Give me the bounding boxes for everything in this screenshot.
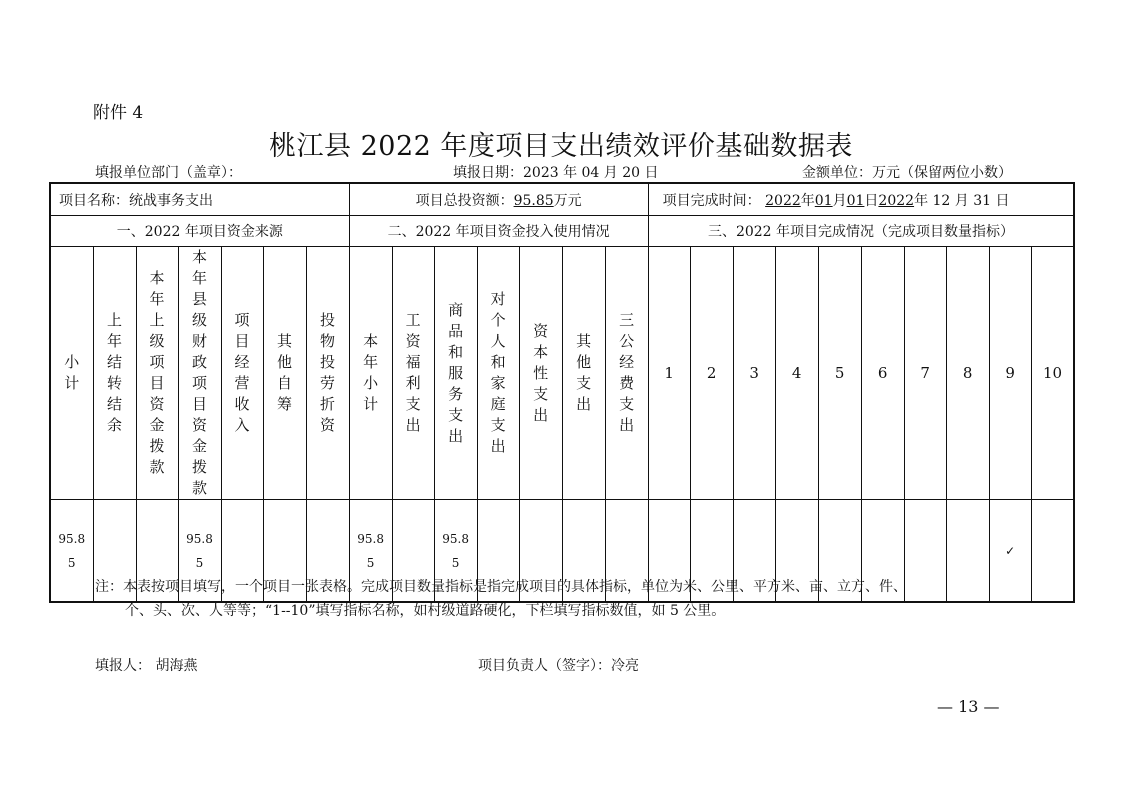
header-indicator-10: 10	[1031, 247, 1074, 500]
total-investment-label: 项目总投资额：	[415, 192, 514, 209]
leader-signature: 项目负责人（签字）：冷亮	[478, 658, 639, 674]
header-county-funds: 本年县级财政项目资金拨款	[191, 248, 207, 497]
end-date-rest: 年 12 月 31 日	[914, 192, 1010, 209]
header-capital: 资本性支出	[533, 321, 549, 424]
header-superior-funds: 本年上级项目资金拨款	[149, 269, 165, 476]
header-cell	[562, 247, 605, 500]
section-funding-source: 一、2022 年项目资金来源	[50, 216, 349, 247]
header-cell	[477, 247, 519, 500]
start-month: 01	[814, 192, 833, 209]
header-carryover: 上年结转结余	[106, 311, 122, 434]
header-cell	[50, 247, 93, 500]
header-cell	[136, 247, 178, 500]
header-indicator-3: 3	[733, 247, 775, 500]
section-completion-status: 三、2022 年项目完成情况（完成项目数量指标）	[648, 216, 1074, 247]
filler-signature: 填报人： 胡海燕	[95, 658, 198, 674]
header-indicator-1: 1	[648, 247, 690, 500]
project-name-value: 统战事务支出	[129, 192, 213, 209]
value-cell	[946, 500, 989, 603]
value-year-subtotal: 95.85	[357, 531, 384, 570]
meta-reporting-unit: 填报单位部门（盖章）：	[95, 165, 242, 181]
value-cell	[50, 500, 93, 603]
header-cell	[306, 247, 349, 500]
value-goods-services: 95.85	[442, 531, 469, 570]
end-year: 2022	[878, 192, 915, 209]
header-indicator-2: 2	[690, 247, 733, 500]
header-wages: 工资福利支出	[405, 311, 421, 434]
note-line-2: 个、头、次、人等等；“1--10”填写指标名称，如村级道路硬化，下栏填写指标数值，如 5 公里。	[125, 603, 726, 619]
value-county-funds: 95.85	[186, 531, 213, 570]
header-indicator-7: 7	[904, 247, 946, 500]
header-indicator-6: 6	[861, 247, 904, 500]
value-cell	[904, 500, 946, 603]
header-indicator-5: 5	[818, 247, 861, 500]
header-year-subtotal: 本年小计	[363, 332, 379, 413]
header-cell	[221, 247, 263, 500]
yue-label: 月	[832, 192, 847, 209]
completion-time-label: 项目完成时间：	[662, 192, 761, 209]
header-indicator-4: 4	[775, 247, 818, 500]
total-investment-cell	[349, 183, 648, 216]
header-individuals: 对个人和家庭支出	[490, 290, 506, 455]
header-cell	[93, 247, 136, 500]
header-indicator-8: 8	[946, 247, 989, 500]
value-subtotal: 95.85	[58, 531, 86, 570]
meta-reporting-date: 填报日期：2023 年 04 月 20 日	[453, 165, 659, 181]
header-goods-services: 商品和服务支出	[448, 300, 464, 445]
check-mark-icon: ✓	[1005, 543, 1016, 558]
header-other-expense: 其他支出	[576, 332, 592, 413]
header-cell	[605, 247, 648, 500]
header-cell	[519, 247, 562, 500]
performance-data-table	[49, 182, 1075, 603]
header-cell	[178, 247, 221, 500]
header-cell	[263, 247, 306, 500]
header-cell	[434, 247, 477, 500]
start-day: 01	[846, 192, 865, 209]
page-title: 桃江县 2022 年度项目支出绩效评价基础数据表	[269, 131, 853, 162]
header-subtotal: 小计	[64, 353, 80, 392]
start-year: 2022	[765, 192, 801, 209]
header-operating-income: 项目经营收入	[234, 311, 250, 434]
value-cell	[989, 500, 1031, 603]
attachment-label: 附件 4	[93, 103, 144, 123]
header-self-raised: 其他自筹	[276, 332, 292, 413]
total-investment-value: 95.85	[513, 192, 554, 209]
header-indicator-9: 9	[989, 247, 1031, 500]
header-cell	[392, 247, 434, 500]
total-investment-unit: 万元	[553, 192, 582, 209]
ri-label: 日	[864, 192, 879, 209]
nian-label: 年	[800, 192, 815, 209]
section-funding-usage: 二、2022 年项目资金投入使用情况	[349, 216, 648, 247]
page-number: — 13 —	[937, 697, 1000, 716]
value-cell	[1031, 500, 1074, 603]
project-name-cell	[50, 183, 349, 216]
project-name-label: 项目名称：	[59, 192, 129, 209]
header-cell	[349, 247, 392, 500]
meta-amount-unit: 金额单位：万元（保留两位小数）	[802, 165, 1012, 181]
completion-time-cell	[648, 183, 1074, 216]
header-labor-materials: 投物投劳折资	[320, 311, 336, 434]
header-three-public: 三公经费支出	[619, 311, 635, 434]
note-line-1: 注：本表按项目填写，一个项目一张表格。完成项目数量指标是指完成项目的具体指标，单位为米、公里、平方米、亩、立方、件、	[95, 579, 907, 595]
